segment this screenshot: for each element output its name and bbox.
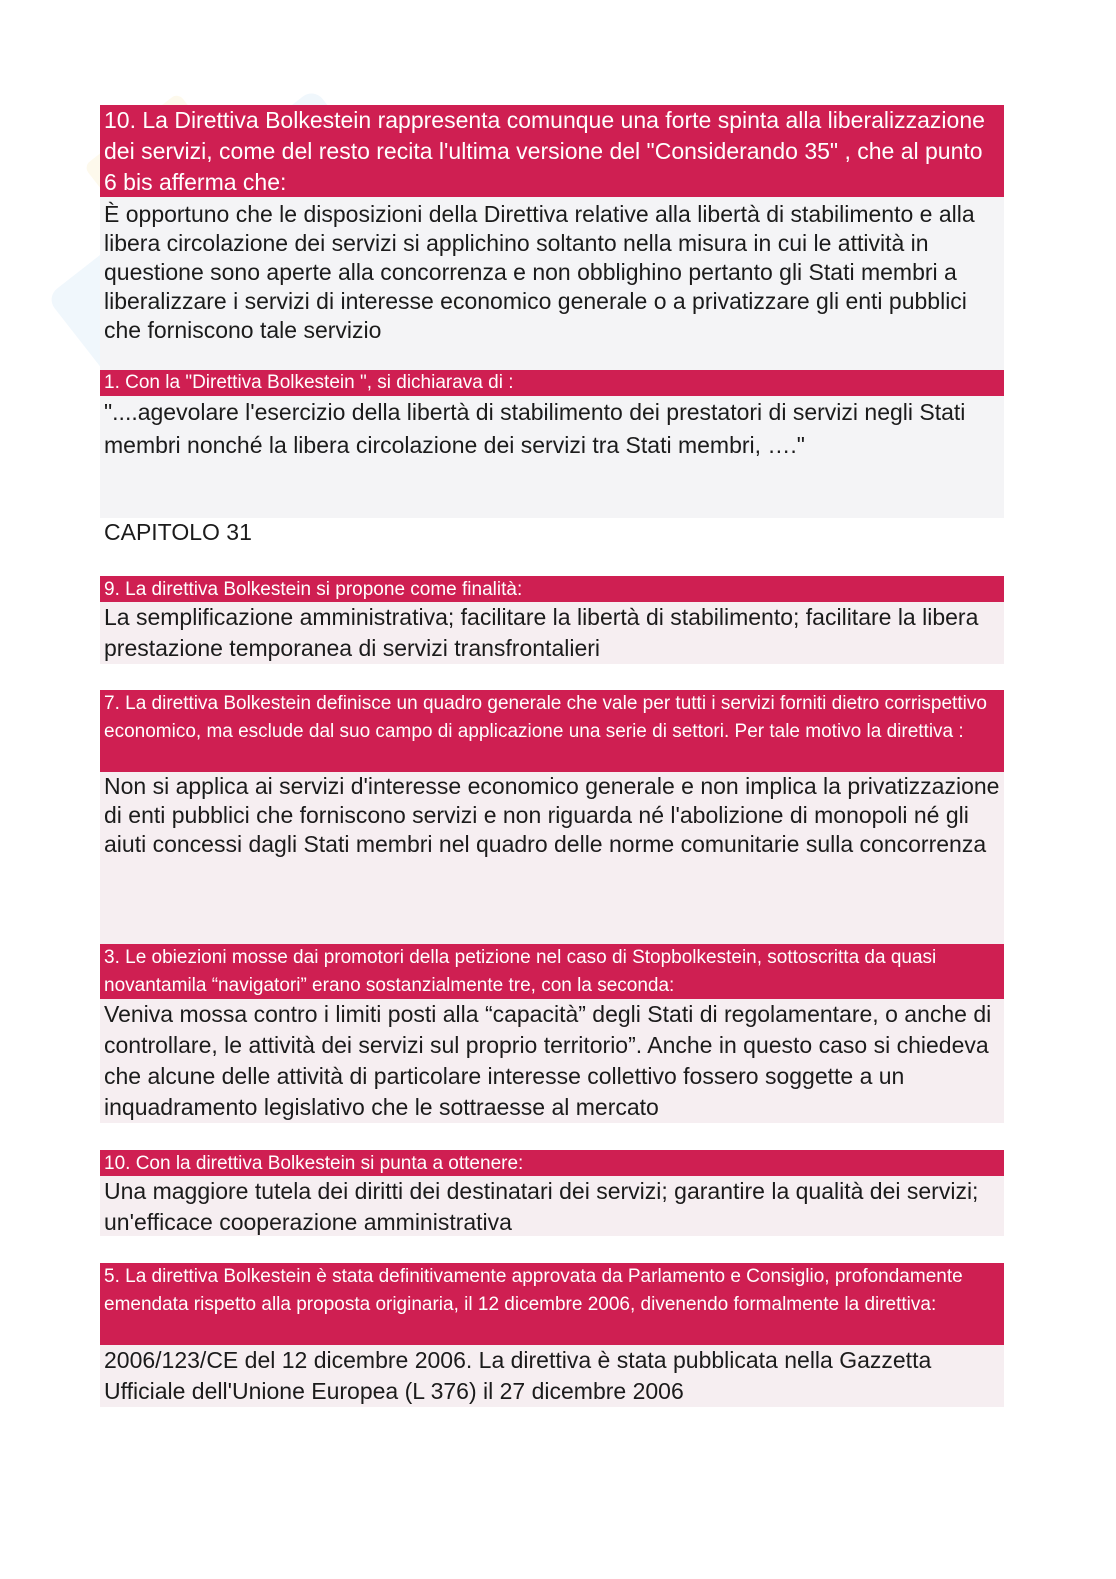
qa-block bbox=[100, 576, 1004, 664]
qa-block bbox=[100, 1263, 1004, 1407]
chapter-heading: CAPITOLO 31 bbox=[104, 519, 252, 545]
answer-text: Non si applica ai servizi d'interesse economico generale e non implica la privatizzazione di enti pubblici che forniscono servizi e non riguarda né l'abolizione di monopoli né gli aiuti concessi dagli Stati membri nel quadro delle norme comunitarie sulla concorrenza bbox=[100, 772, 1004, 944]
question-text: 10. La Direttiva Bolkestein rappresenta comunque una forte spinta alla liberalizzazione dei servizi, come del resto recita l'ultima versione del "Considerando 35" , che al punto 6 bis afferma che: bbox=[100, 105, 1004, 197]
question-text: 5. La direttiva Bolkestein è stata definitivamente approvata da Parlamento e Consiglio, profondamente emendata rispetto alla proposta originaria, il 12 dicembre 2006, divenendo formalmente la direttiva: bbox=[100, 1263, 1004, 1345]
question-text: 7. La direttiva Bolkestein definisce un quadro generale che vale per tutti i servizi forniti dietro corrispettivo economico, ma esclude dal suo campo di applicazione una serie di settori. Per tale motivo la direttiva : bbox=[100, 690, 1004, 772]
answer-text: Una maggiore tutela dei diritti dei destinatari dei servizi; garantire la qualità dei servizi; un'efficace cooperazione amministrativa bbox=[100, 1176, 1004, 1236]
answer-text: Veniva mossa contro i limiti posti alla “capacità” degli Stati di regolamentare, o anche di controllare, le attività dei servizi sul proprio territorio”. Anche in questo caso si chiedeva che alcune delle attività di particolare interesse collettivo fossero soggette a un inquadramento legislativo che le sottraesse al mercato bbox=[100, 999, 1004, 1123]
question-text: 3. Le obiezioni mosse dai promotori della petizione nel caso di Stopbolkestein, sottoscritta da quasi novantamila “navigatori” erano sostanzialmente tre, con la seconda: bbox=[100, 944, 1004, 999]
question-text: 1. Con la "Direttiva Bolkestein ", si dichiarava di : bbox=[100, 370, 1004, 396]
qa-block bbox=[100, 105, 1004, 370]
qa-block bbox=[100, 944, 1004, 1123]
qa-block bbox=[100, 370, 1004, 518]
question-text: 10. Con la direttiva Bolkestein si punta a ottenere: bbox=[100, 1150, 1004, 1176]
answer-text: La semplificazione amministrativa; facilitare la libertà di stabilimento; facilitare la libera prestazione temporanea di servizi transfrontalieri bbox=[100, 602, 1004, 664]
qa-block bbox=[100, 1150, 1004, 1236]
answer-text: È opportuno che le disposizioni della Direttiva relative alla libertà di stabilimento e alla libera circolazione dei servizi si applichino soltanto nella misura in cui le attività in questione sono aperte alla concorrenza e non obblighino pertanto gli Stati membri a liberalizzare i servizi di interesse economico generale o a privatizzare gli enti pubblici che forniscono tale servizio bbox=[100, 197, 1004, 370]
answer-text: 2006/123/CE del 12 dicembre 2006. La direttiva è stata pubblicata nella Gazzetta Ufficiale dell'Unione Europea (L 376) il 27 dicembre 2006 bbox=[100, 1345, 1004, 1407]
answer-text: "....agevolare l'esercizio della libertà di stabilimento dei prestatori di servizi negli Stati membri nonché la libera circolazione dei servizi tra Stati membri, …." bbox=[100, 396, 1004, 518]
qa-block bbox=[100, 690, 1004, 944]
question-text: 9. La direttiva Bolkestein si propone come finalità: bbox=[100, 576, 1004, 602]
